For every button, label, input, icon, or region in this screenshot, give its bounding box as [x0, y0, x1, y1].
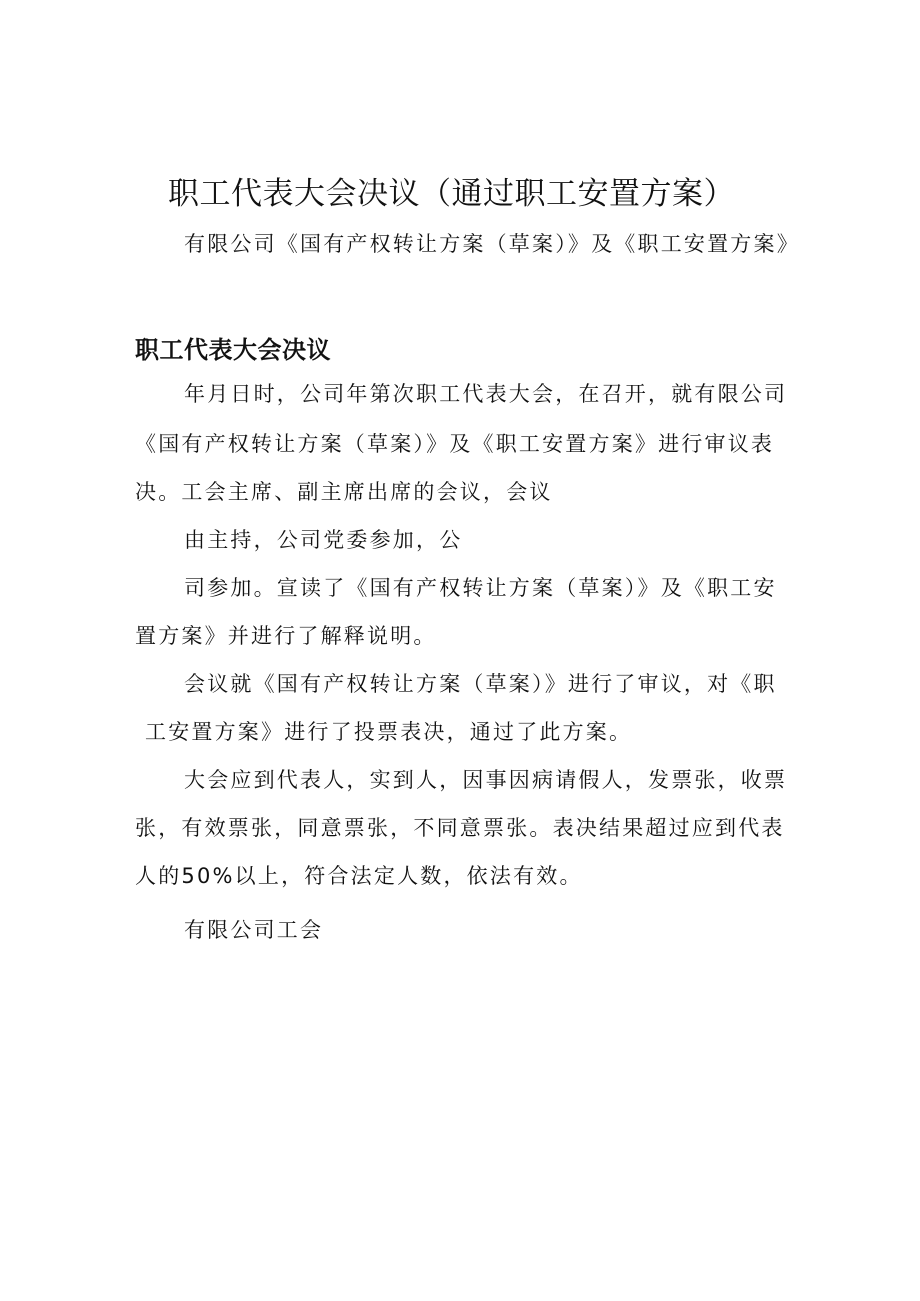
body-line: 人的50%以上，符合法定人数，依法有效。 [135, 864, 583, 888]
body-line: 大会应到代表人，实到人，因事因病请假人，发票张，收票 [184, 768, 788, 792]
body-line: 会议就《国有产权转让方案（草案）》进行了审议，对《职 [184, 672, 777, 696]
signature-line: 有限公司工会 [184, 918, 324, 942]
body-line: 决。工会主席、副主席出席的会议，会议 [135, 480, 553, 504]
body-line: 《国有产权转让方案（草案）》及《职工安置方案》进行审议表 [135, 432, 775, 456]
body-line: 工安置方案》进行了投票表决，通过了此方案。 [145, 720, 633, 744]
document-title: 职工代表大会决议（通过职工安置方案） [168, 176, 735, 212]
body-line: 张，有效票张，同意票张，不同意票张。表决结果超过应到代表 [135, 816, 785, 840]
body-line: 由主持，公司党委参加，公 [184, 528, 463, 552]
section-heading: 职工代表大会决议 [135, 336, 331, 364]
body-line: 年月日时，公司年第次职工代表大会，在召开，就有限公司 [184, 382, 788, 406]
document-subtitle: 有限公司《国有产权转让方案（草案）》及《职工安置方案》 [184, 232, 800, 256]
body-line: 置方案》并进行了解释说明。 [135, 624, 437, 648]
body-line: 司参加。宣读了《国有产权转让方案（草案）》及《职工安 [184, 576, 777, 600]
